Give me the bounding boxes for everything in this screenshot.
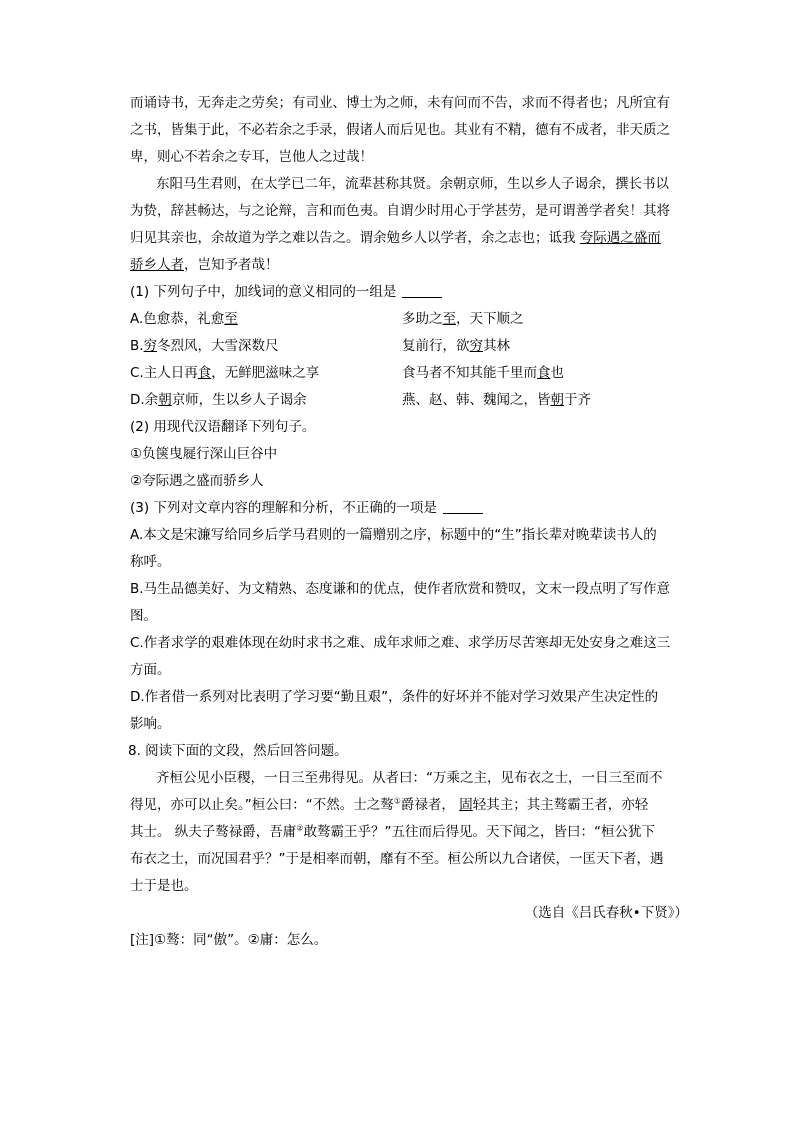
- q3-line: 图。: [130, 608, 157, 624]
- document-page: [130, 90, 690, 954]
- q8-title: 8. 阅读下面的文段，然后回答问题。: [128, 743, 348, 759]
- p1-line-1: 而诵诗书，无奔走之劳矣；有司业、博士为之师，未有问而不告，求而不得者也；凡所宜有: [130, 95, 670, 111]
- q3-line: 方面。: [130, 662, 171, 678]
- q3-line: A.本文是宋濂写给同乡后学马君则的一篇赠别之序，标题中的“生”指长辈对晚辈读书人的: [130, 527, 657, 543]
- q8-line-2: 得见，亦可以止矣。”桓公曰：“不然。士之骜①爵禄者， 固轻其主；其主骜霸王者，亦轻: [130, 796, 649, 813]
- footnote: [注]①骜：同“傲”。②庸：怎么。: [130, 932, 328, 948]
- q1-option-d: D.余朝京师，生以乡人子谒余 燕、赵、韩、魏闻之，皆朝于齐: [130, 392, 591, 408]
- underlined-phrase: 夸际遇之盛而: [579, 230, 661, 246]
- p2-line-4: 骄乡人者，岂知予者哉！: [130, 257, 279, 273]
- q3-line: C.作者求学的艰难体现在幼时求书之难、成年求师之难、求学历尽苦寒却无处安身之难这三: [130, 635, 671, 651]
- p1-line-3: 卑，则心不若余之专耳，岂他人之过哉！: [130, 149, 373, 165]
- q2-item: ②夸际遇之盛而骄乡人: [130, 473, 264, 489]
- q3-prompt: (3) 下列对文章内容的理解和分析，不正确的一项是: [130, 495, 690, 522]
- answer-blank[interactable]: [443, 499, 483, 514]
- q3-line: D.作者借一系列对比表明了学习要“勤且艰”，条件的好坏并不能对学习效果产生决定性的: [130, 689, 659, 705]
- q3-line: B.马生品德美好、为文精熟、态度谦和的优点，使作者欣赏和赞叹，文末一段点明了写作意: [130, 581, 671, 597]
- q2-item: ①负箧曳屣行深山巨谷中: [130, 446, 278, 462]
- p1-line-2: 之书，皆集于此，不必若余之手录，假诸人而后见也。其业有不精，德有不成者，非天质之: [130, 122, 670, 138]
- q8-line-4: 布衣之士，而况国君乎？”于是相率而朝，靡有不至。桓公所以九合诸侯，一匡天下者，遇: [130, 851, 664, 867]
- q3-line: 称呼。: [130, 554, 171, 570]
- footnote-mark: ①: [393, 796, 401, 806]
- q1-option-c: C.主人日再食，无鲜肥滋味之享 食马者不知其能千里而食也: [130, 365, 564, 381]
- q1-option-b: B.穷冬烈风，大雪深数尺 复前行，欲穷其林: [130, 338, 510, 354]
- p2-line-3: 归见其亲也，余故道为学之难以告之。谓余勉乡人以学者，余之志也；诋我 夸际遇之盛而: [130, 230, 661, 246]
- footnote-mark: ②: [296, 823, 304, 833]
- answer-blank[interactable]: [402, 283, 442, 298]
- q3-line: 影响。: [130, 716, 171, 732]
- q8-line-5: 士于是也。: [130, 878, 198, 894]
- q8-line-1: 齐桓公见小臣稷，一日三至弗得见。从者曰：“万乘之主，见布衣之士，一日三至而不: [156, 770, 663, 786]
- p2-line-2: 为贽，辞甚畅达，与之论辩，言和而色夷。自谓少时用心于学甚劳，是可谓善学者矣！其将: [130, 203, 670, 219]
- q1-option-a: A.色愈恭，礼愈至 多助之至，天下顺之: [130, 311, 524, 327]
- p2-line-1: 东阳马生君则，在太学已二年，流辈甚称其贤。余朝京师，生以乡人子谒余，撰长书以: [156, 176, 669, 192]
- source-citation: （选自《吕氏春秋•下贤》）: [524, 905, 688, 921]
- q1-prompt: (1) 下列句子中，加线词的意义相同的一组是: [130, 279, 690, 306]
- q2-prompt: (2) 用现代汉语翻译下列句子。: [130, 419, 316, 435]
- q8-line-3: 其士。 纵夫子骜禄爵，吾庸②敢骜霸王乎？”五往而后得见。天下闻之，皆曰：“桓公犹下: [130, 823, 655, 840]
- underlined-phrase: 骄乡人者: [130, 257, 184, 273]
